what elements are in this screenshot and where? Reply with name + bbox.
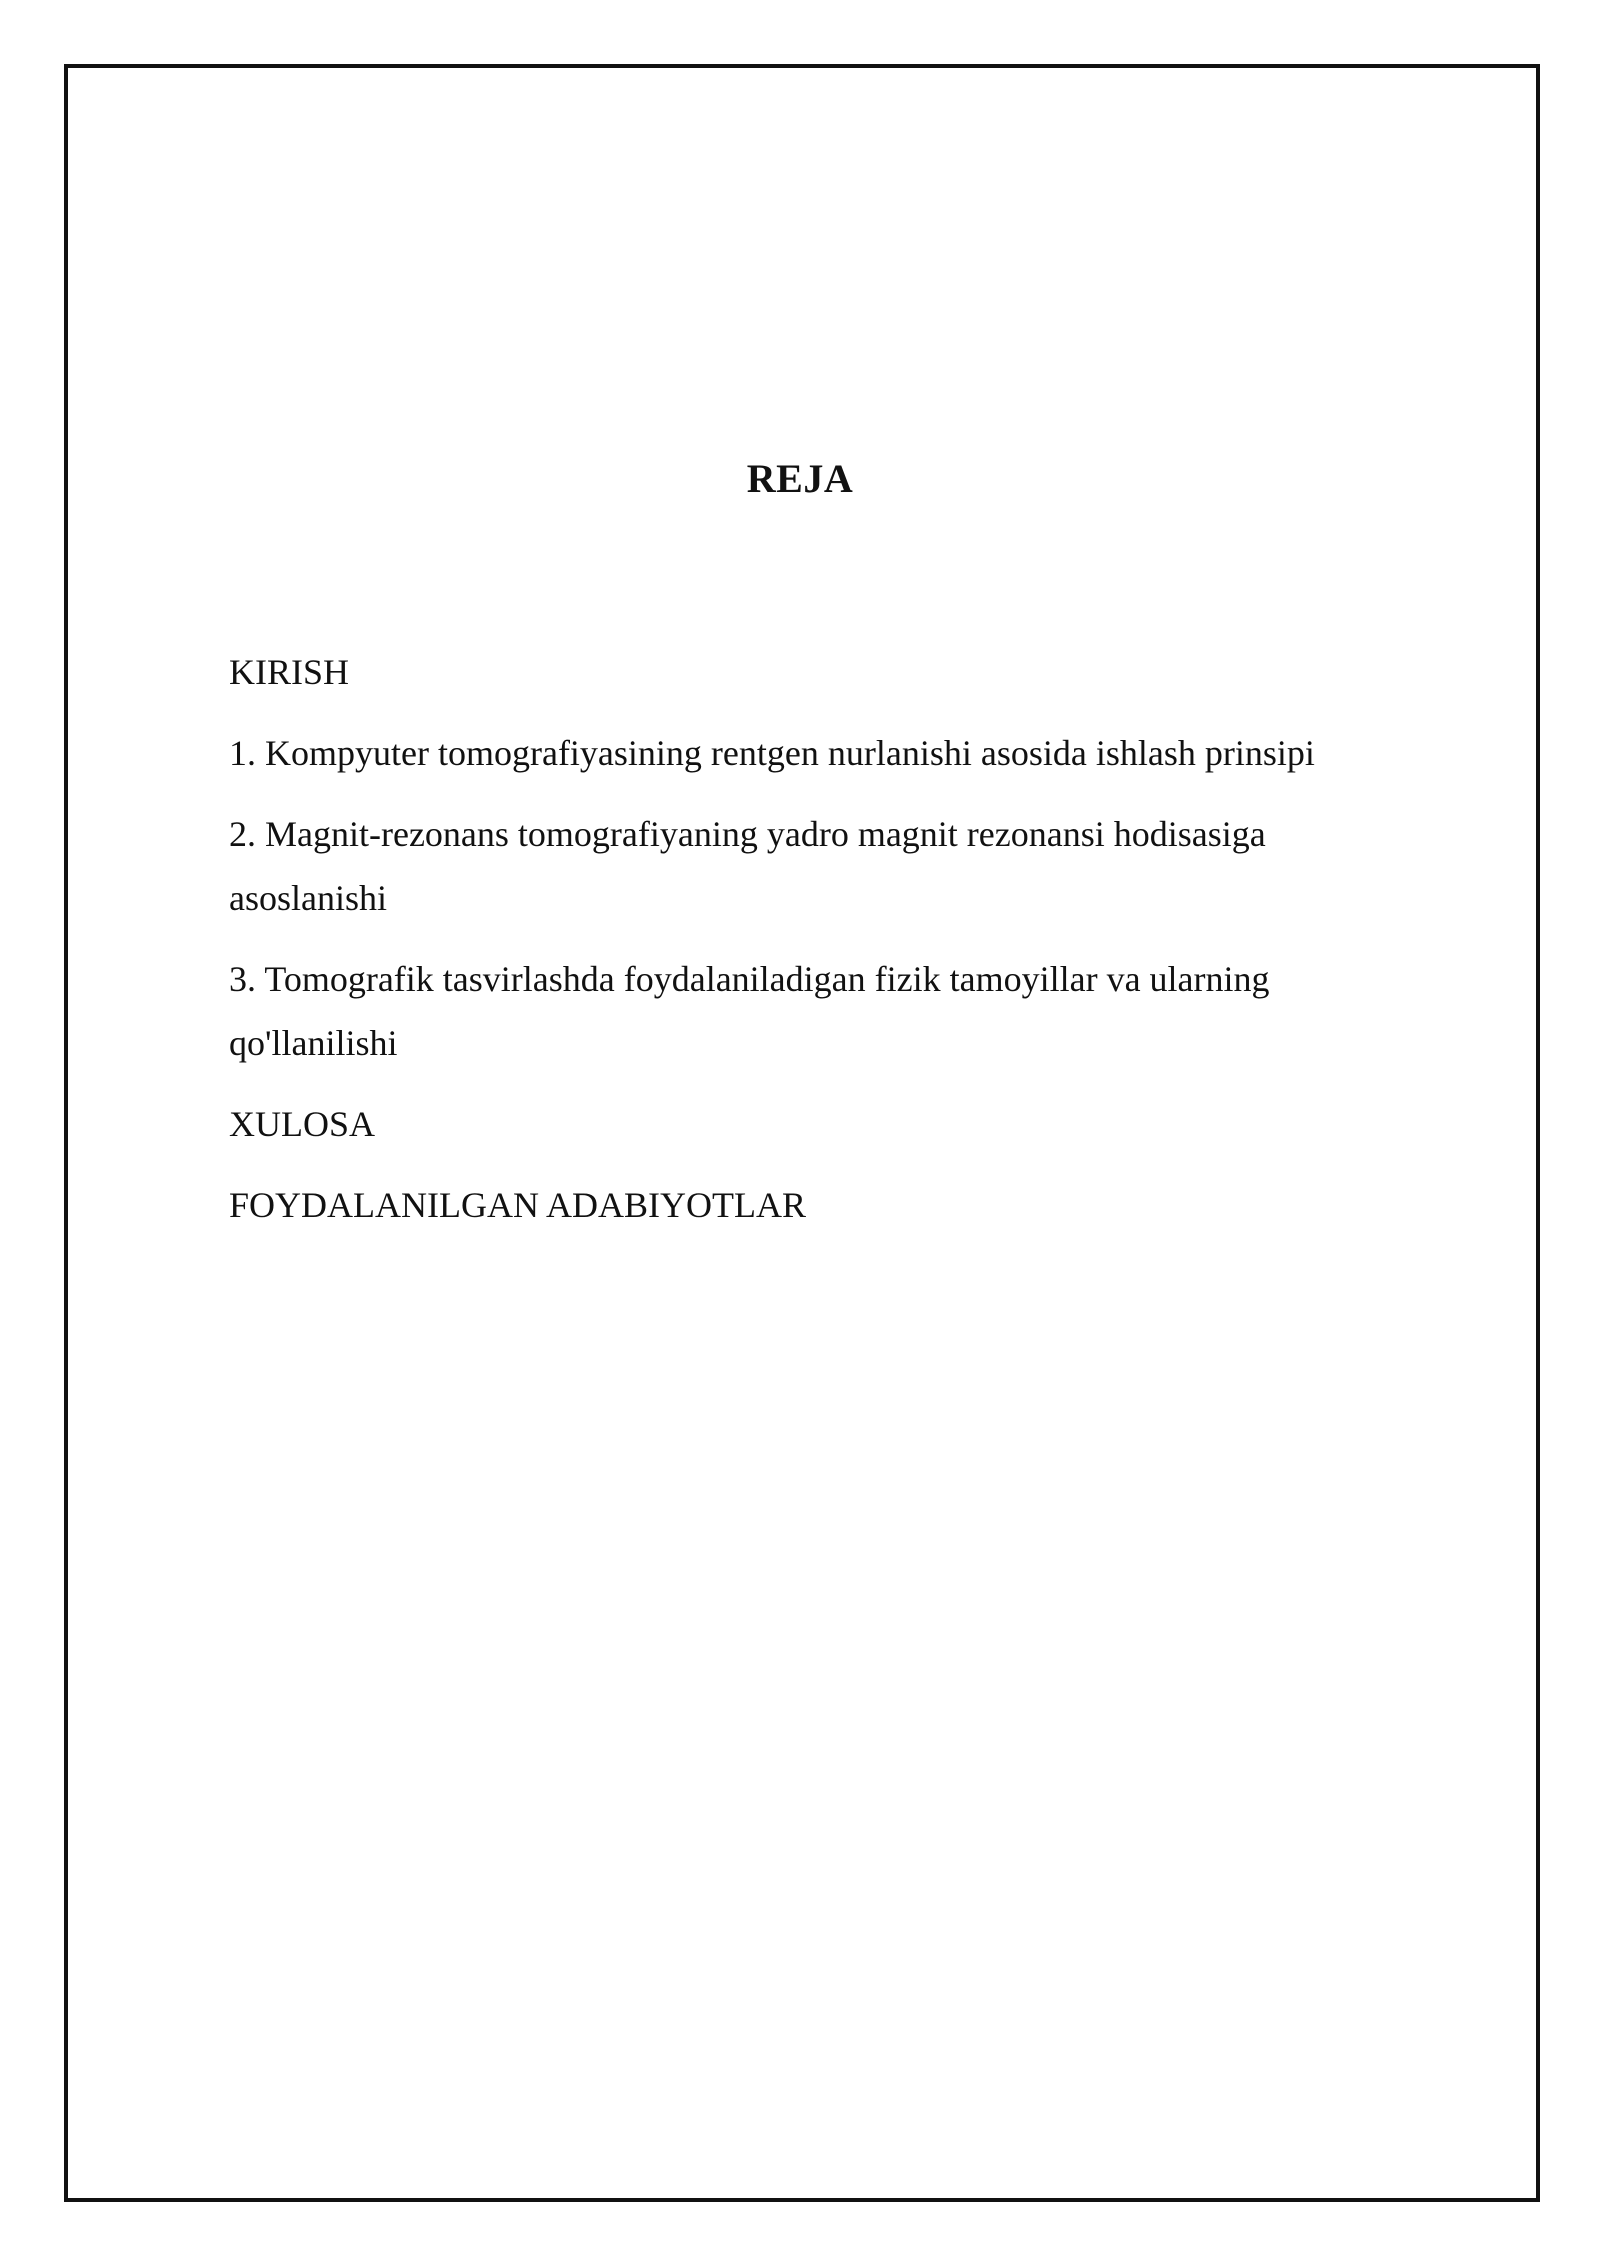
toc-item-2: 2. Magnit-rezonans tomografiyaning yadro magnit rezonansi hodisasiga asoslanishi [229,814,1266,918]
page-title: REJA [746,456,854,501]
toc-item-references: FOYDALANILGAN ADABIYOTLAR [229,1185,806,1225]
toc-item-intro: KIRISH [229,652,350,692]
toc-item-conclusion: XULOSA [229,1104,376,1144]
toc-item-3: 3. Tomografik tasvirlashda foydalaniladigan fizik tamoyillar va ularning qo'llanilishi [229,959,1270,1063]
table-of-contents [229,640,1389,1254]
toc-item-1: 1. Kompyuter tomografiyasining rentgen nurlanishi asosida ishlash prinsipi [229,733,1315,773]
